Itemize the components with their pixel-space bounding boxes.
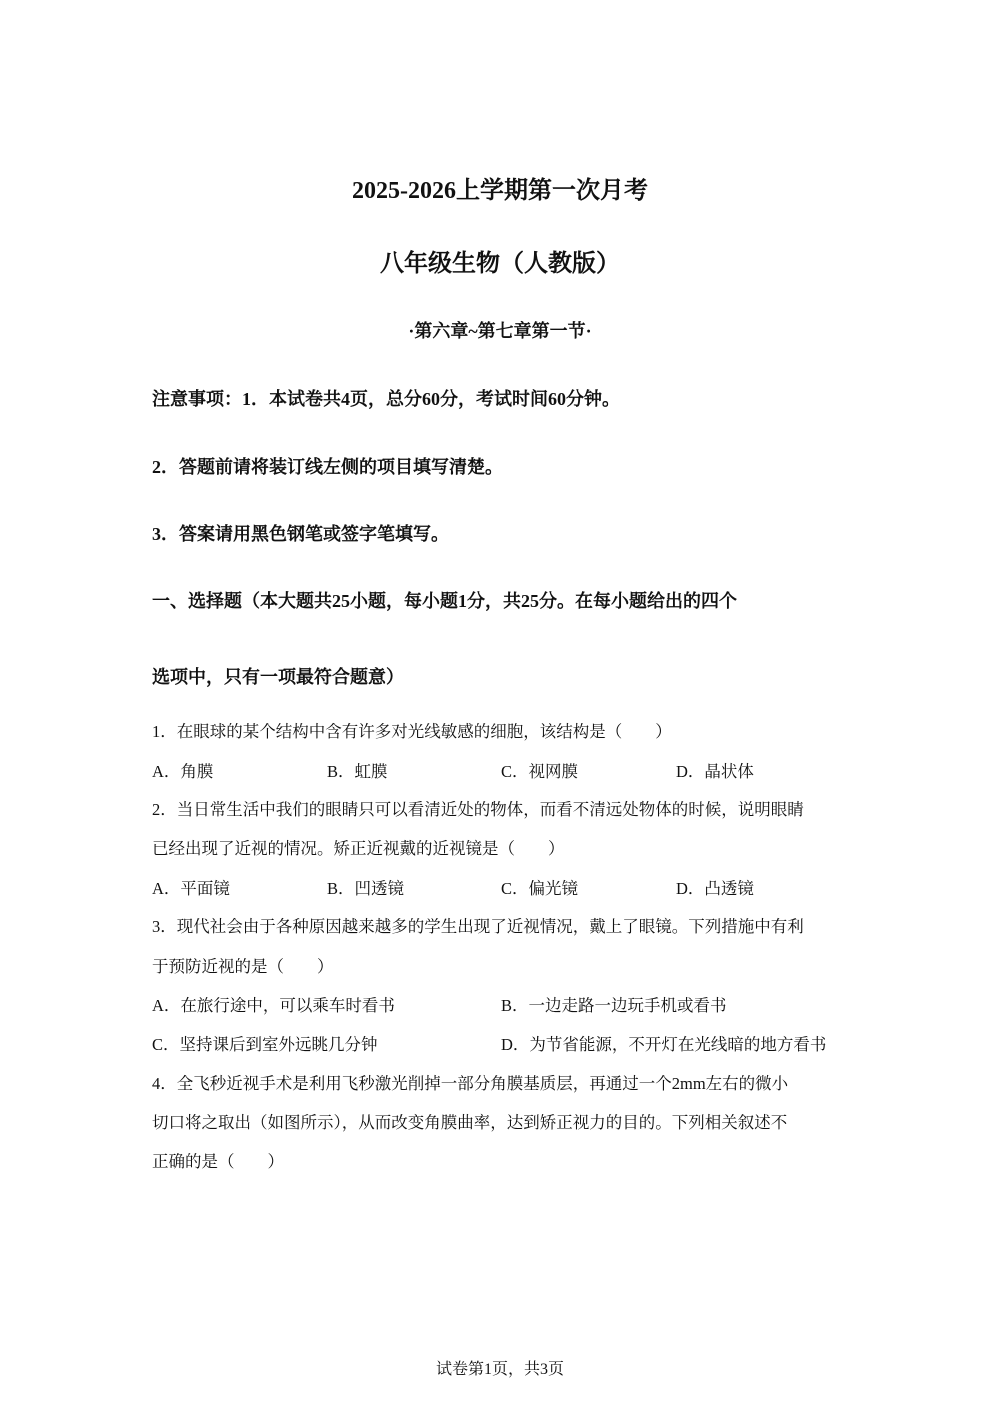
exam-title: 2025-2026上学期第一次月考 [352,178,648,204]
question-2-option-d: D．凸透镜 [676,879,754,898]
question-1-text: 1．在眼球的某个结构中含有许多对光线敏感的细胞，该结构是（ ） [152,722,672,741]
question-1-option-b: B．虹膜 [327,762,388,781]
question-2-option-b: B．凹透镜 [327,879,405,898]
section-heading-cont: 选项中，只有一项最符合题意） [152,667,404,687]
question-1-option-a: A．角膜 [152,762,214,781]
section-heading: 一、选择题（本大题共25小题，每小题1分，共25分。在每小题给出的四个 [152,591,737,611]
note-2: 2．答题前请将装订线左侧的项目填写清楚。 [152,457,503,477]
note-1: 注意事项：1．本试卷共4页，总分60分，考试时间60分钟。 [152,389,620,409]
question-4-text-cont: 切口将之取出（如图所示），从而改变角膜曲率，达到矫正视力的目的。下列相关叙述不 [152,1113,788,1132]
exam-scope: ·第六章~第七章第一节· [408,321,592,341]
question-1-option-c: C．视网膜 [501,762,579,781]
question-3-text: 3．现代社会由于各种原因越来越多的学生出现了近视情况，戴上了眼镜。下列措施中有利 [152,917,804,936]
question-3-option-a: A．在旅行途中，可以乘车时看书 [152,996,395,1015]
question-3-option-c: C．坚持课后到室外远眺几分钟 [152,1035,378,1054]
question-4-text: 4．全飞秒近视手术是利用飞秒激光削掉一部分角膜基质层，再通过一个2mm左右的微小 [152,1074,789,1093]
question-2-text-cont: 已经出现了近视的情况。矫正近视戴的近视镜是（ ） [152,839,565,858]
exam-subtitle: 八年级生物（人教版） [380,251,620,277]
question-2-option-a: A．平面镜 [152,879,230,898]
question-3-option-d: D．为节省能源，不开灯在光线暗的地方看书 [501,1035,827,1054]
note-3: 3．答案请用黑色钢笔或签字笔填写。 [152,524,449,544]
question-3-option-b: B．一边走路一边玩手机或看书 [501,996,727,1015]
question-4-text-end: 正确的是（ ） [152,1152,284,1171]
question-2-option-c: C．偏光镜 [501,879,579,898]
question-2-text: 2．当日常生活中我们的眼睛只可以看清近处的物体，而看不清远处物体的时候，说明眼睛 [152,800,804,819]
page-footer: 试卷第1页，共3页 [435,1361,564,1378]
question-3-text-cont: 于预防近视的是（ ） [152,957,334,976]
question-1-option-d: D．晶状体 [676,762,754,781]
